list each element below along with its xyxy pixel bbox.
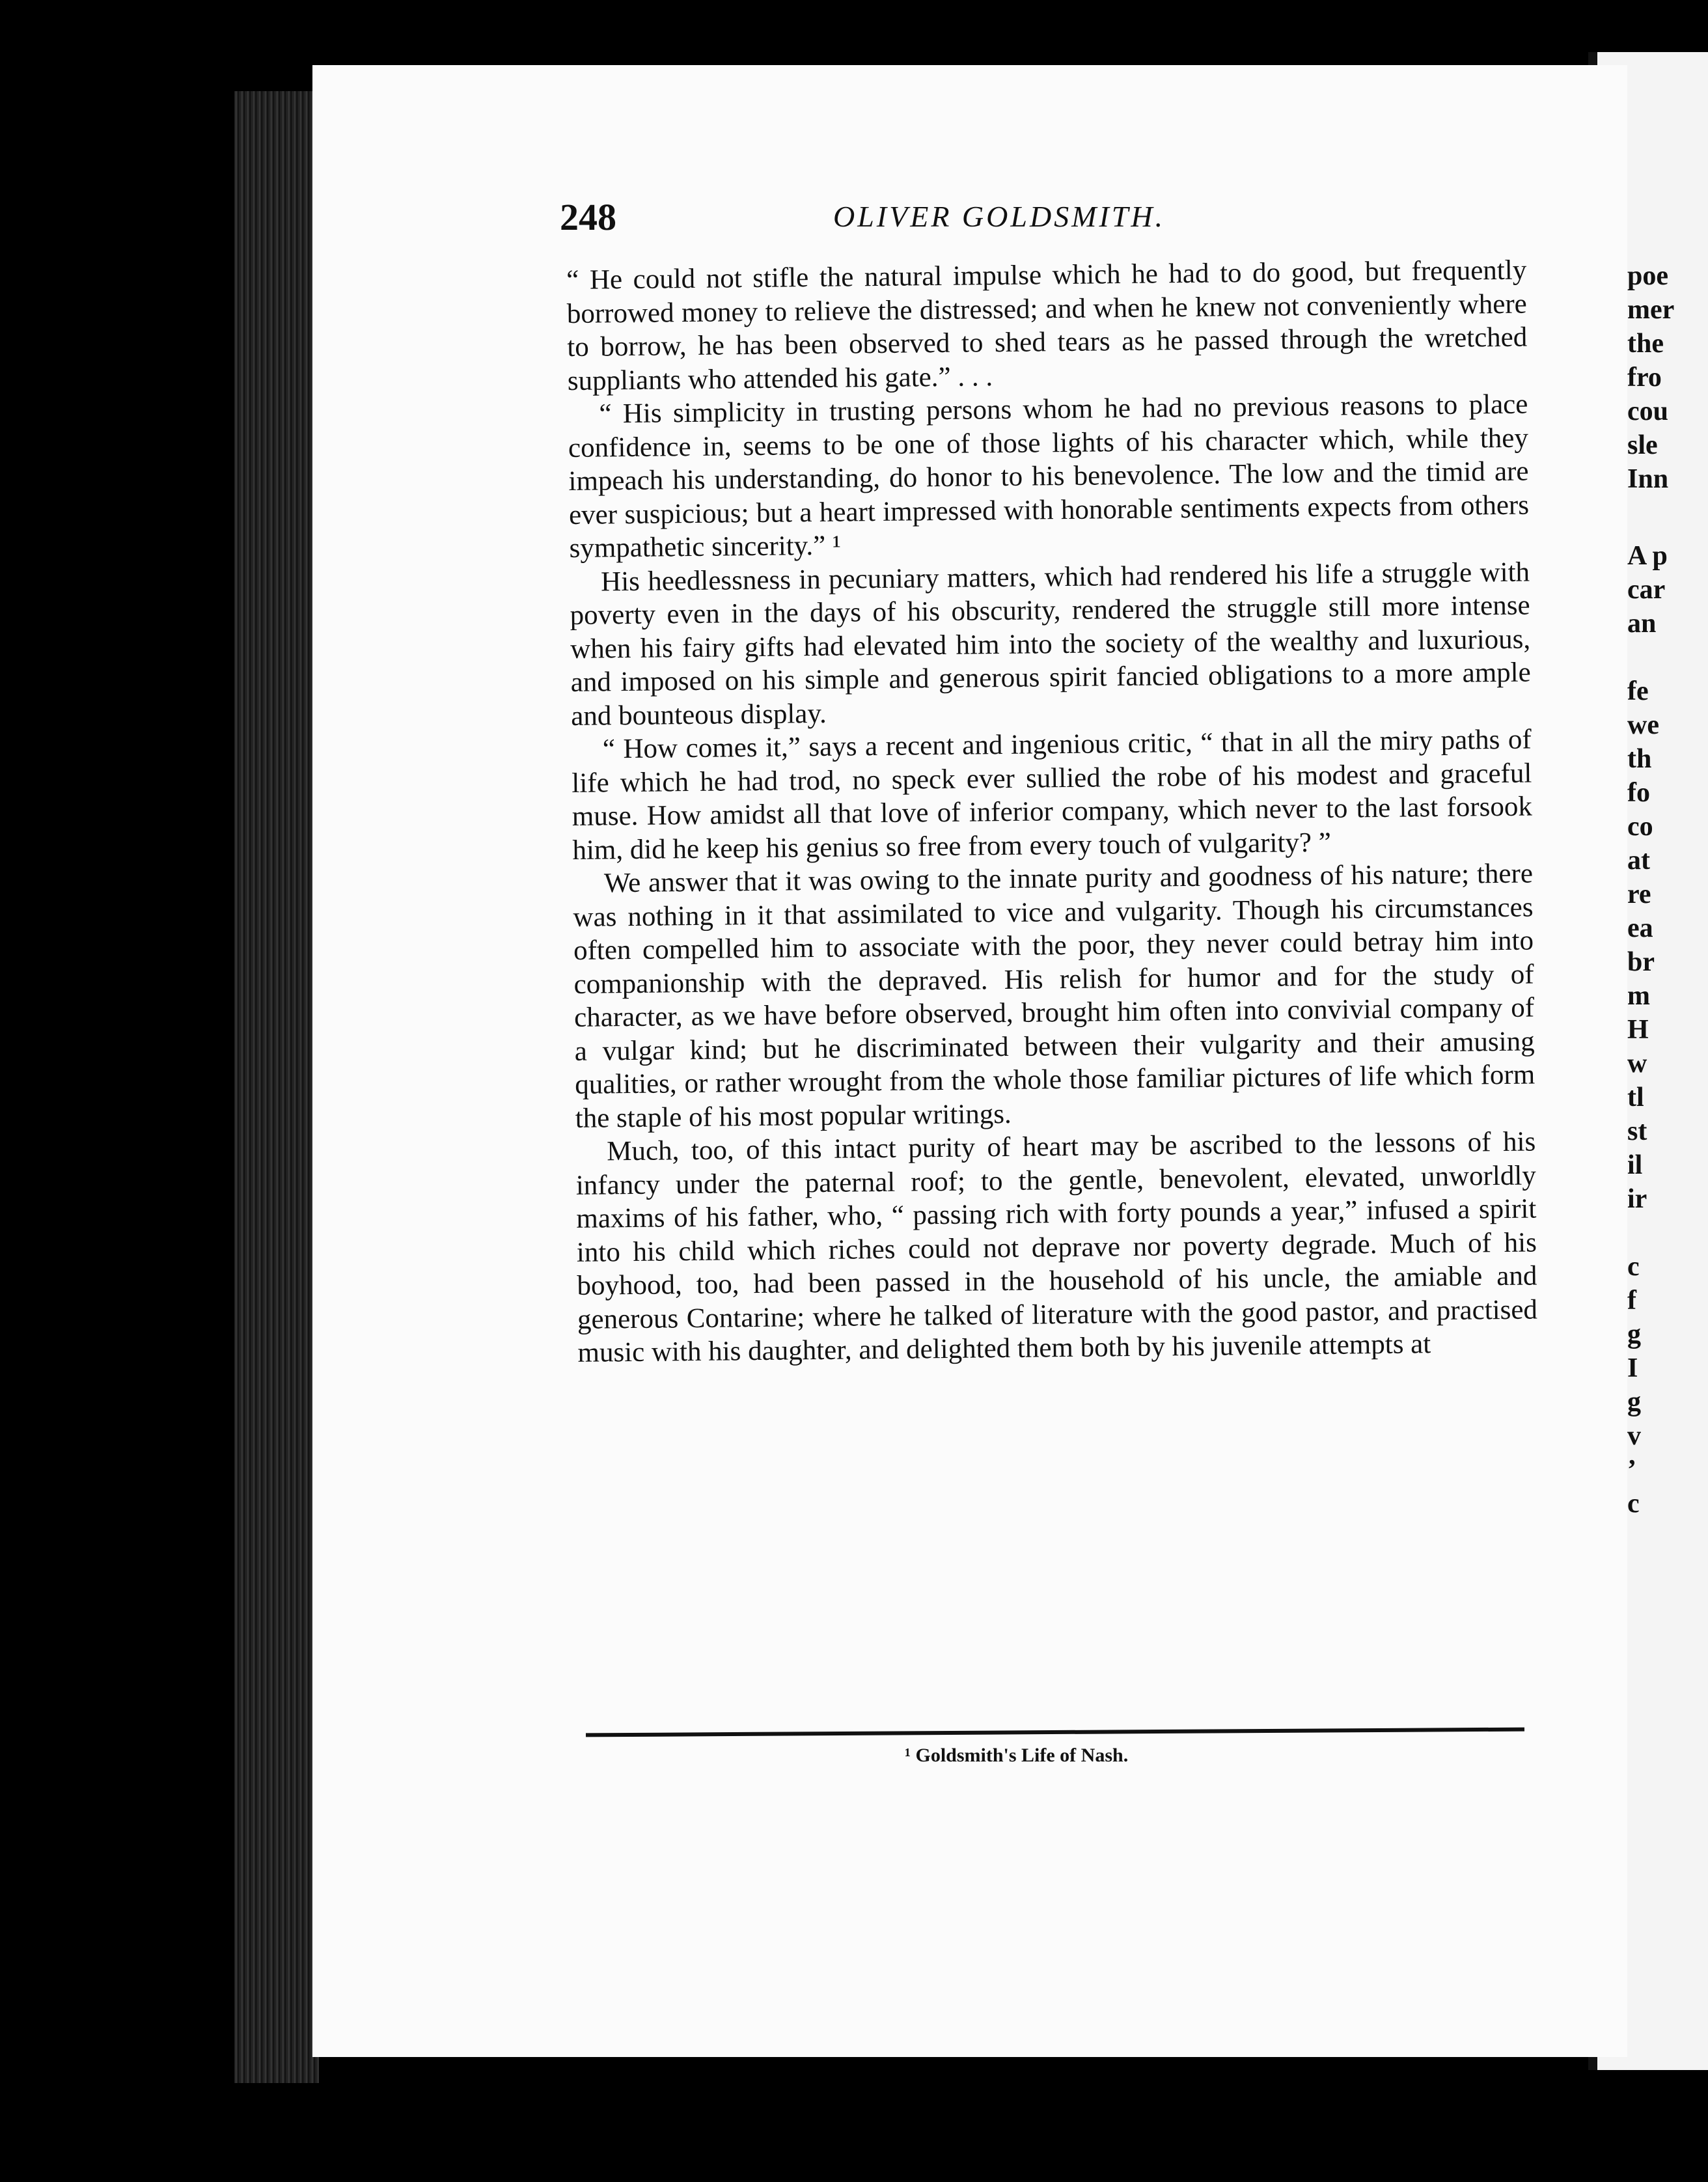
facing-page-fragment: br (1627, 947, 1655, 977)
facing-page-fragment: tl (1627, 1083, 1644, 1112)
page-number: 248 (560, 196, 616, 238)
paragraph: We answer that it was owing to the innate purity and goodness of his nature; there was nothing in it that assimilated to vice and vulgarity. Though his circumstances often compelled him to associate with the poor, they never could betray him into companionship with the depraved. His relish for humor and for the study of character, as we have before observed, brought him often into convivial company of a vulgar kind; but he discriminated between their vulgarity and their amusing qualities, or rather wrought from the whole those familiar pictures of life which form the staple of his most popular writings. (573, 858, 1536, 1134)
facing-page-fragment: ir (1627, 1184, 1647, 1214)
facing-page-fragment: ’ (1627, 1455, 1636, 1485)
facing-page-fragment: mer (1627, 295, 1675, 325)
facing-page-fragment: il (1627, 1150, 1643, 1180)
facing-page-fragment: Inn (1627, 464, 1669, 494)
facing-page-fragment: poe (1627, 261, 1668, 291)
facing-page-fragment: m (1627, 981, 1650, 1011)
facing-page-fragment: g (1627, 1319, 1641, 1349)
facing-page-fragment: an (1627, 609, 1657, 639)
facing-page-fragment: fe (1627, 676, 1649, 706)
facing-page-fragment: w (1627, 1049, 1647, 1079)
facing-page-fragment: we (1627, 710, 1659, 740)
facing-page-fragment: I (1627, 1353, 1638, 1383)
facing-page-fragment: at (1627, 846, 1650, 876)
facing-page-fragment: f (1627, 1286, 1636, 1316)
running-head (560, 195, 1523, 241)
facing-page-fragment: st (1627, 1116, 1647, 1146)
footnote: ¹ Goldsmith's Life of Nash. (905, 1745, 1129, 1766)
paragraph: “ How comes it,” says a recent and ingenious critic, “ that in all the miry paths of life which he had trod, no speck ever sullied the robe of his modest and graceful muse. How amidst all that love of inferior company, which never to the last forsook him, did he keep his genius so free from every touch of vulgarity? ” (572, 724, 1533, 866)
facing-page-fragment: H (1627, 1015, 1649, 1045)
facing-page-fragment: A p (1627, 541, 1668, 571)
facing-page-fragment: cou (1627, 396, 1668, 426)
facing-page-fragment: car (1627, 575, 1666, 605)
body-text (566, 254, 1538, 1370)
facing-page-fragment: ea (1627, 913, 1653, 943)
facing-page-fragment: c (1627, 1252, 1640, 1282)
facing-page-fragment: the (1627, 329, 1664, 359)
paragraph: “ He could not stifle the natural impulse which he had to do good, but frequently borrowed money to relieve the distressed; and when he knew not conveniently where to borrow, he has been observed to shed tears as he passed through the wretched suppliants who attended his gate.” . . . (566, 255, 1528, 396)
paragraph: Much, too, of this intact purity of heart may be ascribed to the lessons of his infancy under the paternal roof; to the gentle, benevolent, elevated, unworldly maxims of his father, who, “ passing rich with forty pounds a year,” infused a spirit into his child which riches could not deprave nor poverty degrade. Much of his boyhood, too, had been passed in the household of his uncle, the amiable and generous Contarine; where he talked of literature with the good pastor, and practised music with his daughter, and delighted them both by his juvenile attempts at (575, 1126, 1538, 1368)
facing-page-fragment: re (1627, 879, 1651, 909)
paragraph: “ His simplicity in trusting persons whom he had no previous reasons to place confidence in, seems to be one of those lights of his character which, while they impeach his understanding, do honor to his benevolence. The low and the timid are ever suspicious; but a heart impressed with honorable sentiments expects from others sympathetic sincerity.” ¹ (568, 389, 1530, 564)
book-binding-edge (234, 91, 319, 2083)
facing-page-fragment: c (1627, 1489, 1640, 1519)
facing-page-fragment: v (1627, 1421, 1641, 1451)
facing-page-fragment: fro (1627, 363, 1662, 393)
facing-page-fragment: g (1627, 1387, 1641, 1417)
facing-page-fragment: co (1627, 812, 1653, 842)
facing-page-fragment: fo (1627, 778, 1650, 808)
facing-page-fragment: sle (1627, 430, 1658, 460)
running-title: OLIVER GOLDSMITH. (833, 200, 1166, 233)
facing-page-fragment: th (1627, 744, 1652, 774)
paragraph: His heedlessness in pecuniary matters, which had rendered his life a struggle with poverty even in the days of his obscurity, rendered the struggle still more intense when his fairy gifts had elevated him into the society of the wealthy and luxurious, and imposed on his simple and generous spirit fancied obligations to a more ample and bounteous display. (570, 557, 1531, 732)
